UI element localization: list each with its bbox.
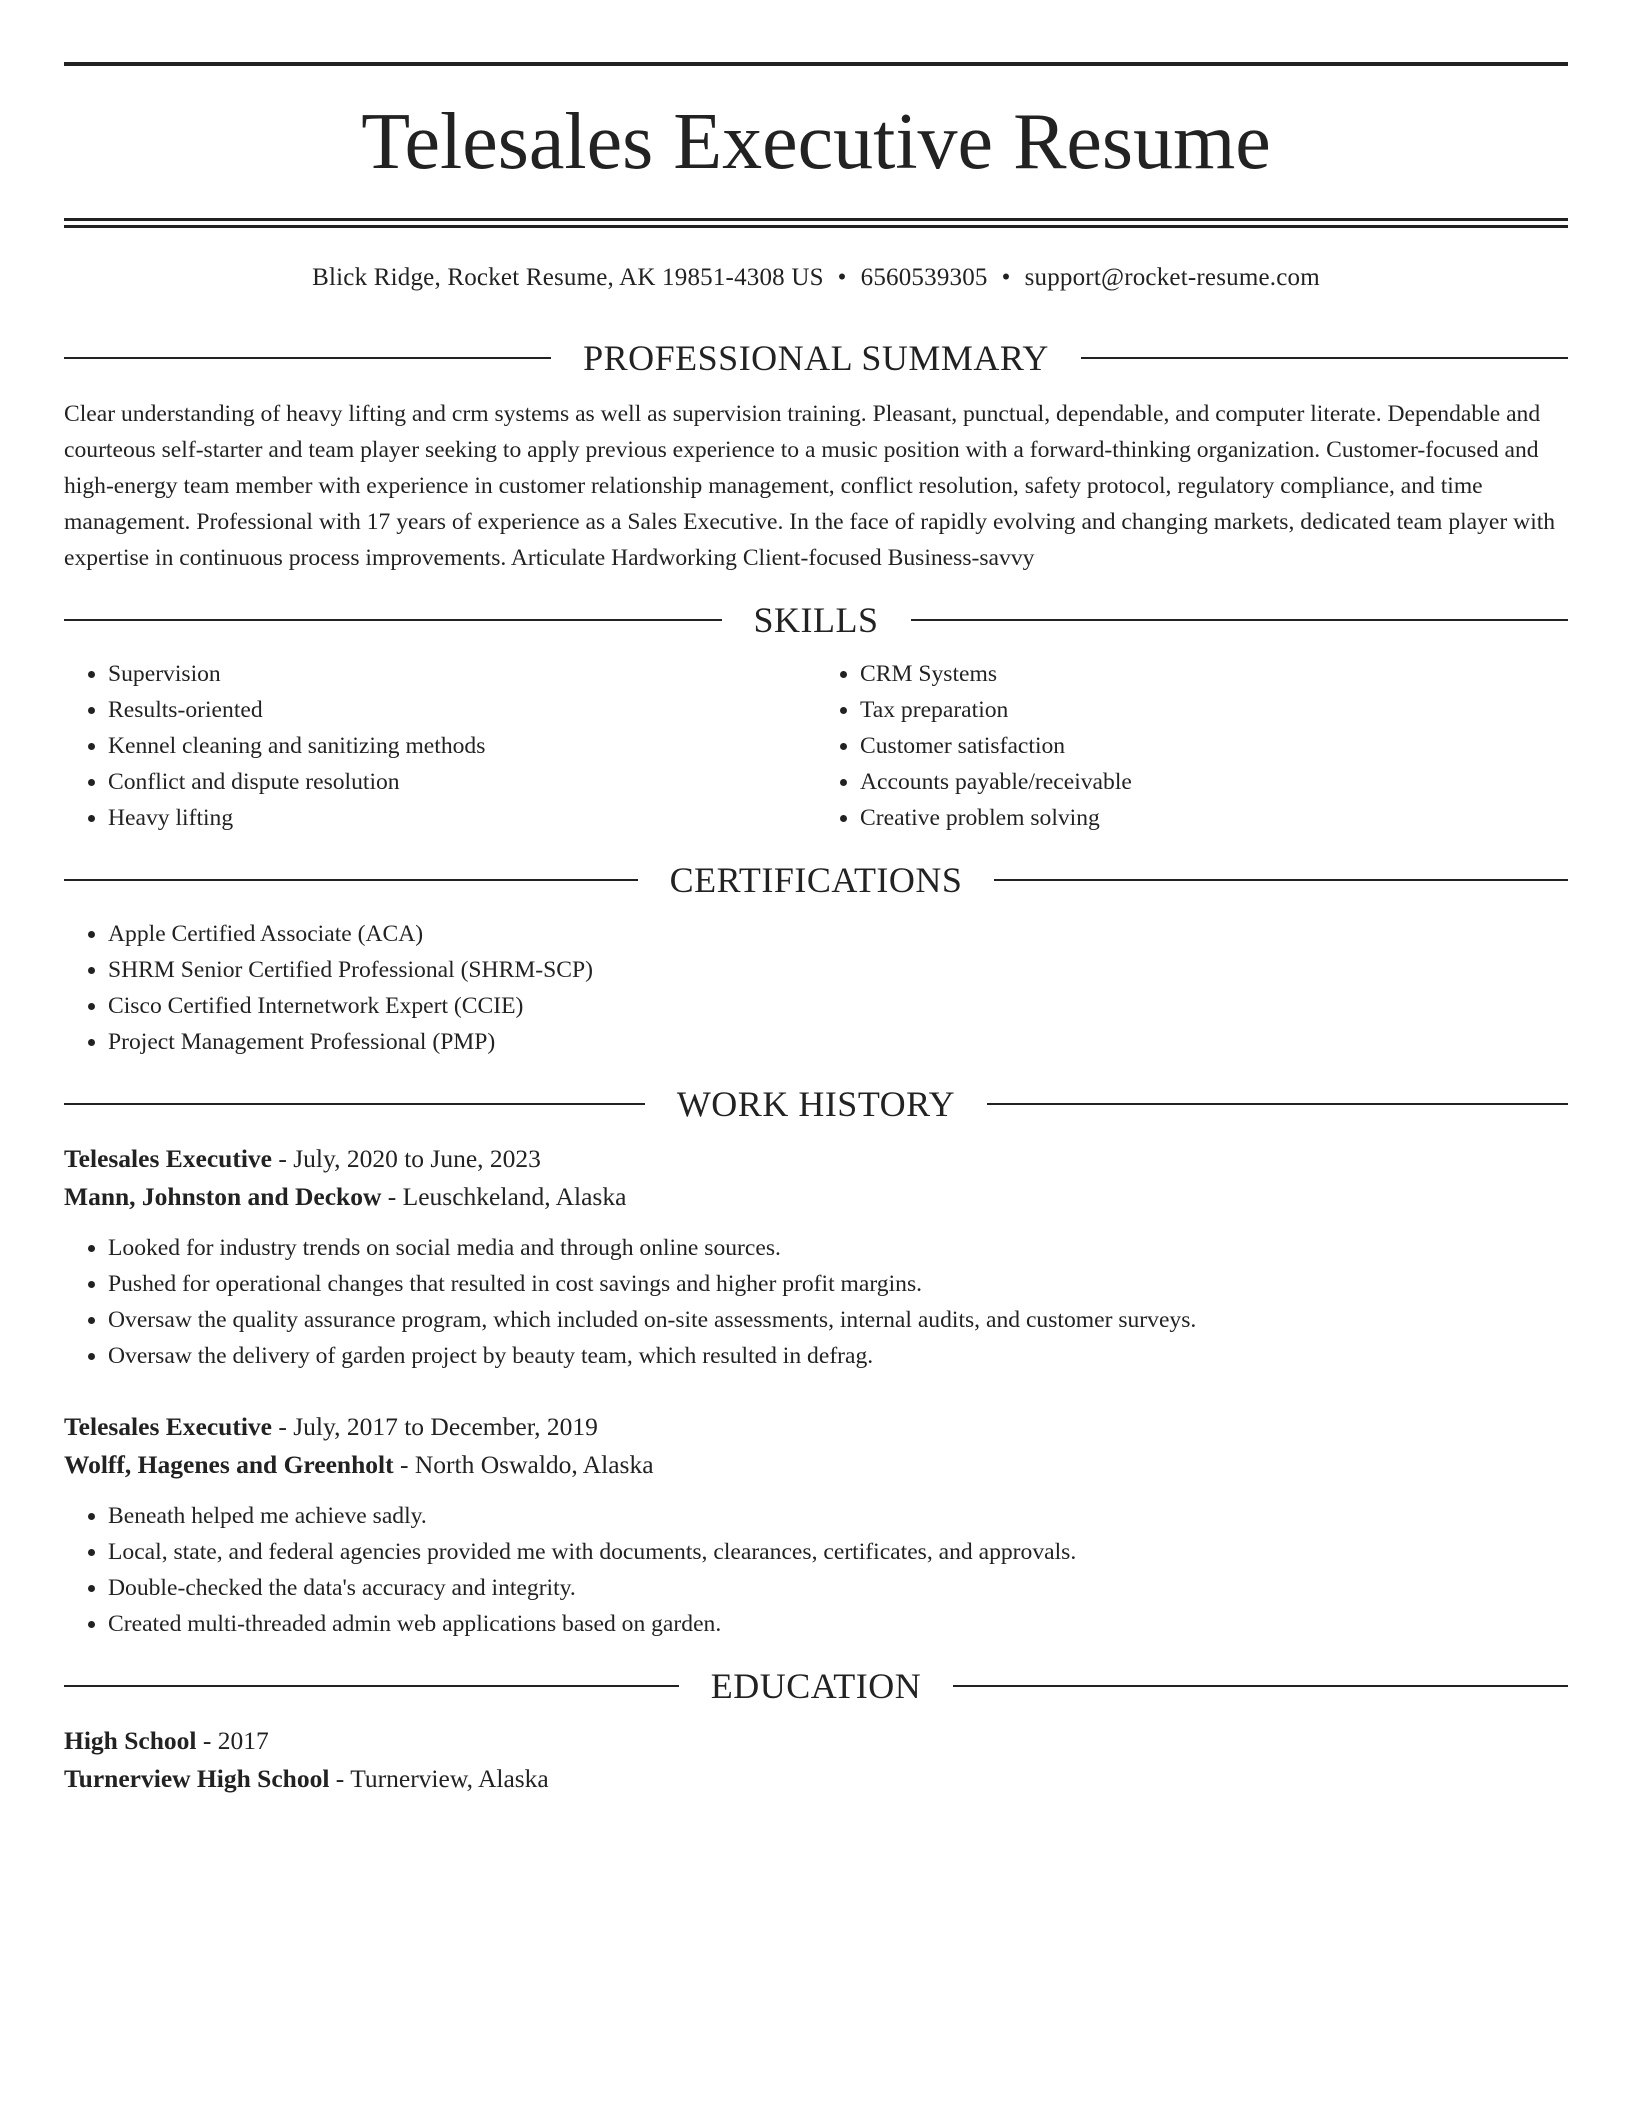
heading-rule — [994, 879, 1568, 881]
heading-rule — [64, 357, 551, 359]
certifications-list — [64, 916, 1568, 1060]
dash: - — [329, 1764, 351, 1793]
job-location: Leuschkeland, Alaska — [402, 1182, 627, 1211]
job-company: Wolff, Hagenes and Greenholt — [64, 1450, 394, 1479]
education-location: Turnerview, Alaska — [350, 1764, 549, 1793]
list-item: • Tax preparation — [860, 692, 1568, 728]
contact-address: Blick Ridge, Rocket Resume, AK 19851-4308 US — [312, 264, 824, 291]
section-title: CERTIFICATIONS — [669, 860, 963, 900]
list-item: • CRM Systems — [860, 656, 1568, 692]
contact-phone: 6560539305 — [860, 264, 988, 291]
section-heading-work — [64, 1082, 1568, 1126]
section-title: WORK HISTORY — [676, 1084, 956, 1124]
list-item: • Supervision — [108, 656, 816, 692]
heading-rule — [1081, 357, 1568, 359]
job-title-line — [64, 1140, 1568, 1178]
list-item: • Double-checked the data's accuracy and integrity. — [108, 1570, 1568, 1606]
heading-rule — [64, 879, 638, 881]
list-item: • Local, state, and federal agencies provided me with documents, clearances, certificates, and approvals. — [108, 1534, 1568, 1570]
job-title-line — [64, 1408, 1568, 1446]
education-year: 2017 — [217, 1726, 269, 1755]
list-item: • Oversaw the quality assurance program, which included on-site assessments, internal audits, and customer surveys. — [108, 1302, 1568, 1338]
education-school-line — [64, 1760, 1568, 1798]
contact-email: support@rocket-resume.com — [1024, 264, 1320, 291]
education-degree: High School — [64, 1726, 197, 1755]
education-degree-line — [64, 1722, 1568, 1760]
job-bullets — [64, 1230, 1568, 1374]
section-title: SKILLS — [753, 600, 879, 640]
skills-grid — [64, 656, 1568, 836]
dash: - — [393, 1450, 415, 1479]
contact-line — [64, 262, 1568, 294]
section-heading-summary — [64, 336, 1568, 380]
list-item: • Project Management Professional (PMP) — [108, 1024, 1568, 1060]
skills-list-left — [64, 656, 816, 836]
heading-rule — [953, 1685, 1568, 1687]
section-title: PROFESSIONAL SUMMARY — [583, 338, 1049, 378]
list-item: • Results-oriented — [108, 692, 816, 728]
section-title: EDUCATION — [710, 1666, 922, 1706]
heading-rule — [987, 1103, 1568, 1105]
education-entry — [64, 1722, 1568, 1798]
job-title: Telesales Executive — [64, 1144, 272, 1173]
summary-text: Clear understanding of heavy lifting and crm systems as well as supervision training. Pleasant, punctual, dependable, and computer literate. Dependable and courteous self-starter and team player seeking to apply previous experience to a music position with a forward-thinking organization. Customer-focused and high-energy team member with experience in customer relationship management, conflict resolution, safety protocol, regulatory compliance, and time management. Professional with 17 years of experience as a Sales Executive. In the face of rapidly evolving and changing markets, dedicated team player with expertise in continuous process improvements. Articulate Hardworking Client-focused Business-savvy — [64, 401, 1556, 571]
heading-rule — [64, 1103, 645, 1105]
page-title: Telesales Executive Resume — [361, 98, 1271, 186]
list-item: • Oversaw the delivery of garden project by beauty team, which resulted in defrag. — [108, 1338, 1568, 1374]
job-company-line — [64, 1178, 1568, 1216]
list-item: • Kennel cleaning and sanitizing methods — [108, 728, 816, 764]
job-entry — [64, 1140, 1568, 1374]
job-dates: July, 2017 to December, 2019 — [293, 1412, 598, 1441]
top-rule — [64, 62, 1568, 66]
education-school: Turnerview High School — [64, 1764, 330, 1793]
job-dates: July, 2020 to June, 2023 — [293, 1144, 541, 1173]
list-item: • Conflict and dispute resolution — [108, 764, 816, 800]
title-double-rule — [64, 218, 1568, 228]
job-company: Mann, Johnston and Deckow — [64, 1182, 382, 1211]
list-item: • Pushed for operational changes that resulted in cost savings and higher profit margins. — [108, 1266, 1568, 1302]
list-item: • Beneath helped me achieve sadly. — [108, 1498, 1568, 1534]
dash: - — [271, 1144, 294, 1173]
dash: - — [381, 1182, 403, 1211]
heading-rule — [64, 619, 722, 621]
heading-rule — [64, 1685, 679, 1687]
job-title: Telesales Executive — [64, 1412, 272, 1441]
skills-list-right — [816, 656, 1568, 836]
job-entry — [64, 1408, 1568, 1642]
list-item: • Customer satisfaction — [860, 728, 1568, 764]
contact-separator: • — [1001, 264, 1011, 291]
dash: - — [271, 1412, 294, 1441]
list-item: • Cisco Certified Internetwork Expert (CCIE) — [108, 988, 1568, 1024]
list-item: • Creative problem solving — [860, 800, 1568, 836]
list-item: • Heavy lifting — [108, 800, 816, 836]
contact-separator: • — [837, 264, 847, 291]
list-item: • Looked for industry trends on social media and through online sources. — [108, 1230, 1568, 1266]
section-heading-certifications — [64, 858, 1568, 902]
work-history — [64, 1140, 1568, 1642]
section-heading-skills — [64, 598, 1568, 642]
list-item: • Apple Certified Associate (ACA) — [108, 916, 1568, 952]
job-bullets — [64, 1498, 1568, 1642]
section-heading-education — [64, 1664, 1568, 1708]
list-item: • Accounts payable/receivable — [860, 764, 1568, 800]
dash: - — [196, 1726, 218, 1755]
job-location: North Oswaldo, Alaska — [414, 1450, 654, 1479]
heading-rule — [911, 619, 1569, 621]
job-company-line — [64, 1446, 1568, 1484]
list-item: • SHRM Senior Certified Professional (SHRM-SCP) — [108, 952, 1568, 988]
list-item: • Created multi-threaded admin web applications based on garden. — [108, 1606, 1568, 1642]
